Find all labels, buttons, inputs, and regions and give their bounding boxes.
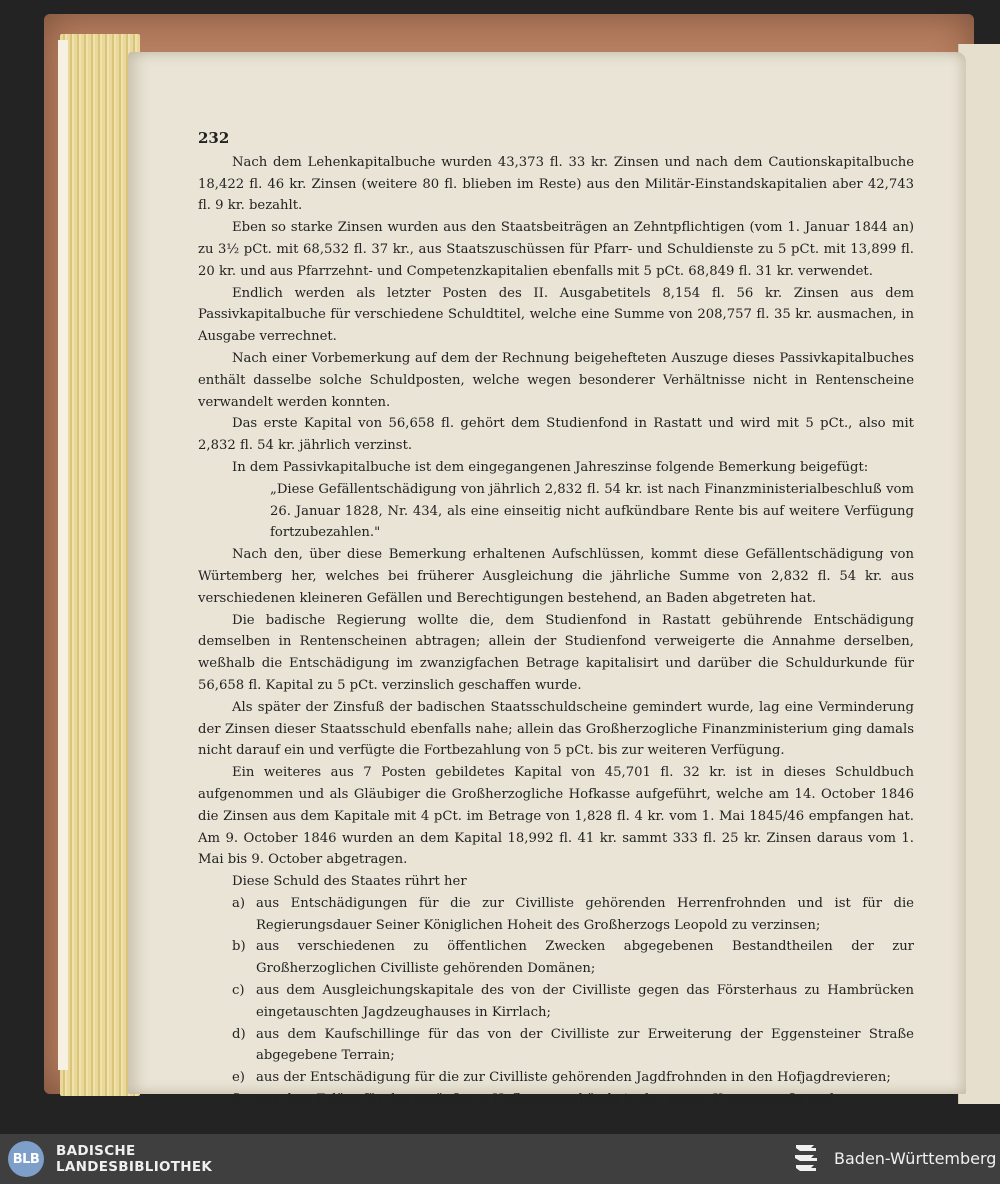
paragraph: Diese Schuld des Staates rührt her — [232, 874, 467, 890]
paragraph: Als später der Zinsfuß der badischen Staatsschuldscheine gemindert wurde, lag eine Verminderung der Zinsen dieser Staatsschuld ebenfalls nahe; allein das Großherzogliche Finanzministerium ging damals nicht darauf ein und verfügte die Fortbezahlung von 5 pCt. bis zur weiteren Verfügung. — [198, 699, 914, 759]
page-text — [198, 128, 914, 1111]
paragraph: Ein weiteres aus 7 Posten gebildetes Kapital von 45,701 fl. 32 kr. ist in dieses Schuldbuch aufgenommen und als Gläubiger die Großherzogliche Hofkasse aufgeführt, welche am 14. October 1846 die Zinsen aus dem Kapitale mit 4 pCt. im Betrage von 1,828 fl. 4 kr. vom 1. Mai 1845/46 empfangen hat. Am 9. October 1846 wurden an dem Kapital 18,992 fl. 41 kr. sammt 333 fl. 25 kr. Zinsen daraus vom 1. Mai bis 9. October abgetragen. — [198, 765, 914, 868]
list-item-text: aus dem Erlöse für das veräußerte Hofkassengebäude in der neuen Kronenstraße und — [256, 1092, 835, 1108]
page-number: 232 — [198, 129, 230, 147]
paragraph: Eben so starke Zinsen wurden aus den Staatsbeiträgen an Zehntpflichtigen (vom 1. Januar 1844 an) zu 3½ pCt. mit 68,532 fl. 37 kr., aus Staatszuschüssen für Pfarr- und Schuldienste zu 5 pCt. mit 13,899 fl. 20 kr. und aus Pfarrzehnt- und Competenzkapitalien ebenfalls mit 5 pCt. 68,849 fl. 31 kr. verwendet. — [198, 220, 914, 279]
library-name-line1: BADISCHE — [56, 1143, 136, 1159]
sponsor-name[interactable]: Baden-Württemberg — [834, 1149, 997, 1168]
list-item-text: aus Entschädigungen für die zur Civilliste gehörenden Herrenfrohnden und ist für die Regierungsdauer Seiner Königlichen Hoheit des Großherzogs Leopold zu verzinsen; — [256, 895, 914, 933]
list-item — [232, 1024, 914, 1068]
footer-bar — [0, 1134, 1000, 1184]
library-name[interactable] — [56, 1143, 212, 1175]
blb-logo[interactable]: BLB — [8, 1141, 44, 1177]
list-item — [232, 1089, 914, 1111]
list-item — [232, 936, 914, 980]
list-item-text: aus verschiedenen zu öffentlichen Zwecken abgegebenen Bestandtheilen der zur Großherzoglichen Civilliste gehörenden Domänen; — [256, 939, 914, 977]
list-marker: d) — [232, 1026, 246, 1042]
list-marker: c) — [232, 983, 245, 999]
list-item-text: aus dem Kaufschillinge für das von der Civilliste zur Erweiterung der Eggensteiner Straße abgegebene Terrain; — [256, 1026, 914, 1064]
paragraph: Die badische Regierung wollte die, dem Studienfond in Rastatt gebührende Entschädigung demselben in Rentenscheinen abtragen; allein der Studienfond verweigerte die Annahme derselben, weßhalb die Entschädigung im zwanzigfachen Betrage kapitalisirt und darüber die Schuldurkunde für 56,658 fl. Kapital zu 5 pCt. verzinslich geschaffen wurde. — [198, 612, 914, 693]
list-marker: f) — [232, 1092, 243, 1108]
block-quote: „Diese Gefällentschädigung von jährlich 2,832 fl. 54 kr. ist nach Finanzministerialbeschluß vom 26. Januar 1828, Nr. 434, als eine einseitig nicht aufkündbare Rente bis auf weitere Verfügung fortzubezahlen." — [270, 481, 914, 541]
list-item-text: aus der Entschädigung für die zur Civilliste gehörenden Jagdfrohnden in den Hofjagdrevieren; — [256, 1070, 891, 1086]
list-item — [232, 1067, 914, 1089]
list-marker: a) — [232, 895, 246, 911]
list-marker: b) — [232, 939, 246, 955]
paragraph: Nach einer Vorbemerkung auf dem der Rechnung beigehefteten Auszuge dieses Passivkapitalbuches enthält dasselbe solche Schuldposten, welche wegen besonderer Verhältnisse nicht in Rentenscheine verwandelt werden konnten. — [198, 350, 914, 410]
item-list — [198, 893, 914, 1111]
list-item — [232, 893, 914, 937]
list-item — [232, 980, 914, 1024]
paragraph: Nach den, über diese Bemerkung erhaltenen Aufschlüssen, kommt diese Gefällentschädigung von Würtemberg her, welches bei früherer Ausgleichung die jährliche Summe von 2,832 fl. 54 kr. aus verschiedenen kleineren Gefällen und Berechtigungen bestehend, an Baden abgetreten hat. — [198, 547, 914, 606]
paragraph: Endlich werden als letzter Posten des II. Ausgabetitels 8,154 fl. 56 kr. Zinsen aus dem Passivkapitalbuche für verschiedene Schuldtitel, welche eine Summe von 208,757 fl. 35 kr. ausmachen, in Ausgabe verrechnet. — [198, 285, 914, 345]
paragraph: Das erste Kapital von 56,658 fl. gehört dem Studienfond in Rastatt und wird mit 5 pCt., also mit 2,832 fl. 54 kr. jährlich verzinst. — [198, 416, 914, 454]
paragraph: In dem Passivkapitalbuche ist dem eingegangenen Jahreszinse folgende Bemerkung beigefügt: — [232, 459, 869, 475]
bw-lions-icon — [792, 1142, 822, 1176]
library-name-line2: LANDESBIBLIOTHEK — [56, 1159, 213, 1175]
paragraph: Nach dem Lehenkapitalbuche wurden 43,373 fl. 33 kr. Zinsen und nach dem Cautionskapitalbuche 18,422 fl. 46 kr. Zinsen (weitere 80 fl. blieben im Reste) aus den Militär-Einstandskapitalien aber 42,743 fl. 9 kr. bezahlt. — [198, 154, 914, 214]
page-stack-highlight — [58, 40, 68, 1070]
list-marker: e) — [232, 1070, 245, 1086]
list-item-text: aus dem Ausgleichungskapitale des von der Civilliste gegen das Försterhaus zu Hambrücken eingetauschten Jagdzeughauses in Kirrlach; — [256, 983, 914, 1020]
